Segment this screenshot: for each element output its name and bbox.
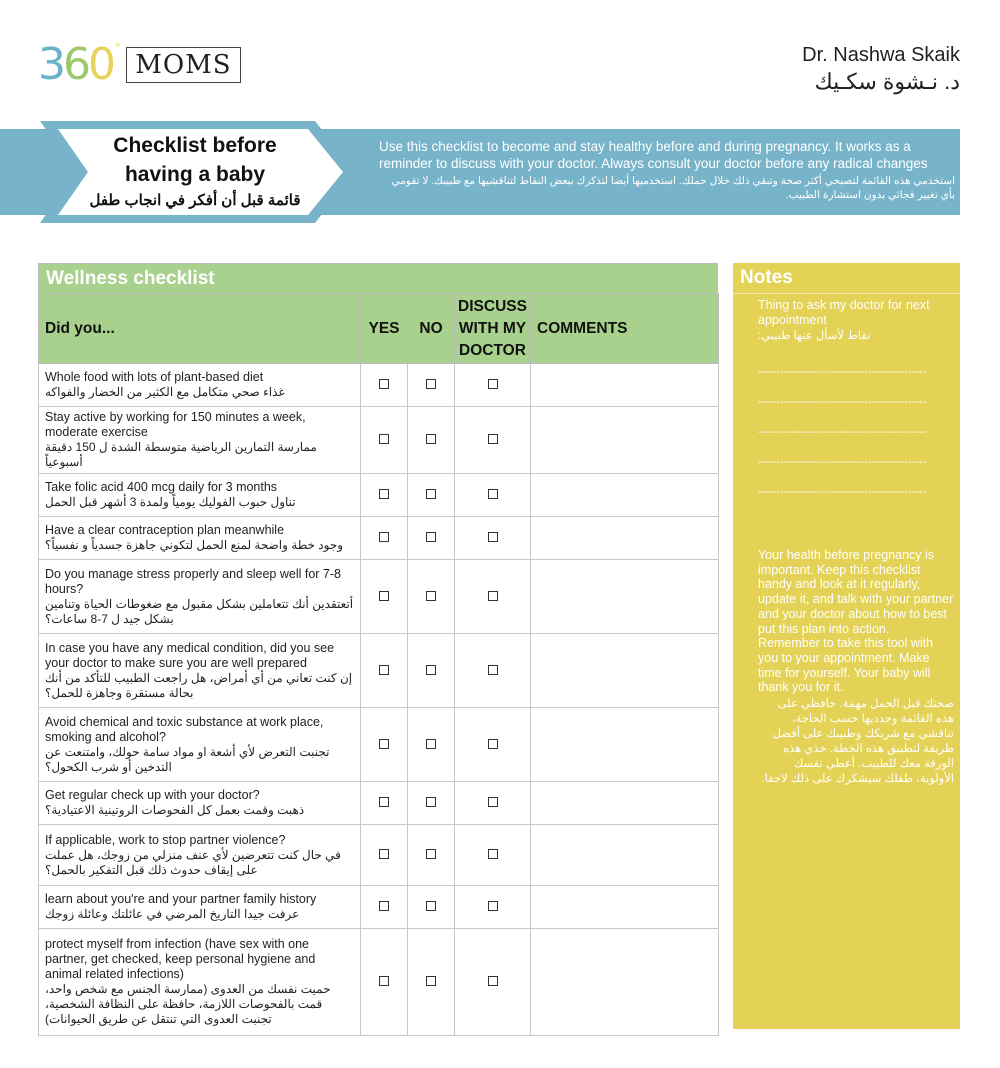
checkbox-cell-no <box>408 825 455 886</box>
checklist-row <box>39 364 719 407</box>
question-text-ar: حميت نفسك من العدوى (ممارسة الجنس مع شخص واحد، قمت بالفحوصات اللازمة، حافظة على النظافة الشخصية، تجنبت العدوى التي تنتقل عن طريق الحيوانات) <box>45 982 331 1026</box>
notes-body-en: Your health before pregnancy is important. Keep this checklist handy and look at it regularly, update it, and talk with your partner and your doctor about how to best put this plan into action. Remember to take this tool with you to your appointment. Make time for yourself. Your baby will thank you for it. <box>758 548 954 695</box>
notes-body-ar: صحتك قبل الحمل مهمة. حافظي على هذه القائمة وجدديها حسب الحاجة، تناقشي مع شريكك وطبيبك على أفضل طريقة لتطبيق هذه الخطة. خذي هذه الورقة معك للطبيب. أعطي نفسك الأولوية، طفلك سيشكرك على ذلك لاحقا. <box>761 698 954 786</box>
checkbox-no-icon[interactable] <box>426 379 436 389</box>
notes-title: Notes <box>733 263 960 294</box>
banner-title <box>40 131 350 209</box>
question-text-en: In case you have any medical condition, did you see your doctor to make sure you are well prepared <box>45 640 335 670</box>
checklist-row <box>39 886 719 929</box>
notes-line[interactable]: ---------------------------------------------- <box>758 396 927 408</box>
checklist-row <box>39 474 719 517</box>
checkbox-cell-discuss <box>455 407 531 474</box>
checkbox-no-icon[interactable] <box>426 976 436 986</box>
checklist-question <box>39 634 361 708</box>
checkbox-cell-discuss <box>455 364 531 407</box>
checklist-row <box>39 782 719 825</box>
checklist-row <box>39 825 719 886</box>
comments-cell[interactable] <box>531 825 719 886</box>
comments-cell[interactable] <box>531 782 719 825</box>
checkbox-no-icon[interactable] <box>426 532 436 542</box>
question-text-en: protect myself from infection (have sex with one partner, get checked, keep personal hygiene and animal related infections) <box>45 937 316 981</box>
checkbox-cell-yes <box>361 634 408 708</box>
checkbox-cell-yes <box>361 364 408 407</box>
question-text-en: Avoid chemical and toxic substance at work place, smoking and alcohol? <box>45 714 324 744</box>
checklist-question <box>39 407 361 474</box>
question-text-en: Have a clear contraception plan meanwhile <box>45 523 285 537</box>
checkbox-yes-icon[interactable] <box>379 739 389 749</box>
checkbox-cell-no <box>408 782 455 825</box>
question-text-ar: ذهبت وقمت بعمل كل الفحوصات الروتينية الاعتيادية؟ <box>45 803 305 817</box>
checklist-row <box>39 517 719 560</box>
logo-degree: ° <box>115 39 121 55</box>
checkbox-discuss-icon[interactable] <box>488 797 498 807</box>
checkbox-cell-no <box>408 886 455 929</box>
checkbox-yes-icon[interactable] <box>379 591 389 601</box>
logo-digit: 3 <box>38 39 63 90</box>
notes-line[interactable]: ---------------------------------------------- <box>758 456 927 468</box>
checkbox-cell-discuss <box>455 929 531 1036</box>
doctor-name-ar: د. نـشوة سكـيك <box>814 69 960 94</box>
checkbox-cell-no <box>408 708 455 782</box>
checklist-question <box>39 474 361 517</box>
checkbox-yes-icon[interactable] <box>379 489 389 499</box>
checkbox-cell-yes <box>361 708 408 782</box>
checklist-body <box>39 364 719 1036</box>
checkbox-cell-discuss <box>455 560 531 634</box>
checkbox-cell-yes <box>361 782 408 825</box>
checklist-row <box>39 560 719 634</box>
checkbox-yes-icon[interactable] <box>379 532 389 542</box>
checklist-question <box>39 929 361 1036</box>
notes-prompt-ar: نقاط لأسأل عنها طبيبي: <box>758 330 871 342</box>
checkbox-no-icon[interactable] <box>426 901 436 911</box>
checkbox-cell-no <box>408 929 455 1036</box>
checklist-question <box>39 560 361 634</box>
column-comments: COMMENTS <box>531 294 719 364</box>
checkbox-discuss-icon[interactable] <box>488 901 498 911</box>
checkbox-discuss-icon[interactable] <box>488 591 498 601</box>
checkbox-cell-discuss <box>455 634 531 708</box>
question-text-en: learn about you're and your partner family history <box>45 892 317 906</box>
logo-digit: 0 <box>88 39 113 90</box>
doctor-name-en: Dr. Nashwa Skaik <box>802 44 960 66</box>
column-discuss <box>455 294 531 364</box>
checklist-table <box>38 293 719 1036</box>
title-arabic: قائمة قبل أن أفكر في انجاب طفل <box>89 192 301 209</box>
checkbox-cell-discuss <box>455 474 531 517</box>
checkbox-cell-no <box>408 407 455 474</box>
banner-text-ar: استخدمي هذه القائمة لتصبحي أكثر صحة وتبقي ذلك خلال حملك. استخدميها أيضا لتذكرك ببعض النقاط لتناقشيها مع طبيبك. لا تقومي بأي تغيير فجائي بدون استشارة الطبيب. <box>391 175 955 201</box>
checklist-question <box>39 825 361 886</box>
checklist-row <box>39 708 719 782</box>
question-text-ar: إن كنت تعاني من أي أمراض، هل راجعت الطبيب للتأكد من أنك بحالة مستقرة وجاهزة للحمل؟ <box>45 670 353 700</box>
checkbox-yes-icon[interactable] <box>379 849 389 859</box>
checklist-question <box>39 886 361 929</box>
column-discuss-line: DOCTOR <box>459 341 526 359</box>
question-text-ar: تناول حبوب الفوليك يومياً ولمدة 3 أشهر قبل الحمل <box>45 495 296 509</box>
comments-cell[interactable] <box>531 364 719 407</box>
comments-cell[interactable] <box>531 560 719 634</box>
checkbox-cell-discuss <box>455 825 531 886</box>
checkbox-no-icon[interactable] <box>426 591 436 601</box>
column-discuss-line: WITH MY <box>458 319 527 337</box>
question-text-ar: ممارسة التمارين الرياضية متوسطة الشدة ل 150 دقيقة أسبوعياً <box>45 440 317 469</box>
notes-line[interactable]: ---------------------------------------------- <box>758 426 927 438</box>
checklist-title: Wellness checklist <box>38 263 718 293</box>
checklist-question <box>39 517 361 560</box>
checkbox-cell-yes <box>361 560 408 634</box>
checkbox-no-icon[interactable] <box>426 797 436 807</box>
checkbox-cell-yes <box>361 517 408 560</box>
checkbox-no-icon[interactable] <box>426 489 436 499</box>
doctor-name <box>802 44 960 95</box>
banner-text-en: Use this checklist to become and stay healthy before and during pregnancy. It works as a reminder to discuss with your doctor. Always consult your doctor before any radical changes <box>379 139 928 171</box>
comments-cell[interactable] <box>531 886 719 929</box>
checkbox-discuss-icon[interactable] <box>488 976 498 986</box>
title-line-1: Checklist before <box>113 134 277 157</box>
notes-line[interactable]: ---------------------------------------------- <box>758 486 927 498</box>
column-yes: YES <box>361 294 408 364</box>
column-discuss-line: DISCUSS <box>458 297 527 315</box>
checklist-row <box>39 407 719 474</box>
banner-title-chevron <box>40 121 360 223</box>
checkbox-no-icon[interactable] <box>426 849 436 859</box>
question-text-ar: غذاء صحي متكامل مع الكثير من الخضار والفواكه <box>45 385 285 399</box>
checkbox-no-icon[interactable] <box>426 434 436 444</box>
checkbox-cell-no <box>408 517 455 560</box>
wellness-checklist <box>38 263 718 1036</box>
checklist-question <box>39 782 361 825</box>
question-text-ar: عرفت جيدا التاريخ المرضي في عائلتك وعائلة زوجك <box>45 907 300 921</box>
checkbox-discuss-icon[interactable] <box>488 489 498 499</box>
question-text-en: Get regular check up with your doctor? <box>45 788 260 802</box>
checkbox-yes-icon[interactable] <box>379 379 389 389</box>
logo-number <box>38 39 113 90</box>
column-no: NO <box>408 294 455 364</box>
checkbox-yes-icon[interactable] <box>379 901 389 911</box>
comments-cell[interactable] <box>531 929 719 1036</box>
question-text-en: Whole food with lots of plant-based diet <box>45 370 264 384</box>
notes-panel <box>733 263 960 1029</box>
checkbox-discuss-icon[interactable] <box>488 739 498 749</box>
question-text-ar: تجنبت التعرض لأي أشعة او مواد سامة حولك، وامتنعت عن التدخين أو شرب الكحول؟ <box>45 744 330 774</box>
checkbox-discuss-icon[interactable] <box>488 849 498 859</box>
checkbox-cell-discuss <box>455 886 531 929</box>
checkbox-cell-yes <box>361 886 408 929</box>
checkbox-yes-icon[interactable] <box>379 797 389 807</box>
checkbox-cell-discuss <box>455 708 531 782</box>
banner-description <box>375 138 955 202</box>
checkbox-cell-yes <box>361 474 408 517</box>
question-text-en: Stay active by working for 150 minutes a week, moderate exercise <box>45 410 306 439</box>
question-text-en: Do you manage stress properly and sleep well for 7-8 hours? <box>45 566 341 596</box>
checkbox-cell-no <box>408 560 455 634</box>
checkbox-discuss-icon[interactable] <box>488 434 498 444</box>
comments-cell[interactable] <box>531 517 719 560</box>
checkbox-no-icon[interactable] <box>426 665 436 675</box>
checkbox-discuss-icon[interactable] <box>488 532 498 542</box>
checklist-row <box>39 929 719 1036</box>
question-text-en: If applicable, work to stop partner violence? <box>45 832 286 847</box>
checklist-question <box>39 708 361 782</box>
checklist-row <box>39 634 719 708</box>
question-text-ar: أتعتقدين أنك تتعاملين بشكل مقبول مع ضغوطات الحياة وتنامين بشكل جيد ل 7-8 ساعات؟ <box>45 596 354 626</box>
checkbox-cell-no <box>408 364 455 407</box>
title-line-2: having a baby <box>124 163 266 186</box>
question-text-ar: في حال كنت تتعرضين لأي عنف منزلي من زوجك، هل عملت على إيقاف حدوث ذلك قبل التفكير بالحمل؟ <box>45 847 341 877</box>
notes-prompt-en: Thing to ask my doctor for next appointment <box>758 298 930 327</box>
brand-logo <box>38 40 241 90</box>
checkbox-discuss-icon[interactable] <box>488 665 498 675</box>
checkbox-cell-no <box>408 634 455 708</box>
checkbox-yes-icon[interactable] <box>379 434 389 444</box>
logo-word: MOMS <box>126 47 240 84</box>
notes-writing-lines <box>733 357 960 507</box>
checkbox-cell-discuss <box>455 517 531 560</box>
checkbox-yes-icon[interactable] <box>379 976 389 986</box>
comments-cell[interactable] <box>531 474 719 517</box>
comments-cell[interactable] <box>531 407 719 474</box>
checkbox-no-icon[interactable] <box>426 739 436 749</box>
column-question: Did you... <box>39 294 361 364</box>
checklist-question <box>39 364 361 407</box>
checkbox-yes-icon[interactable] <box>379 665 389 675</box>
checkbox-cell-yes <box>361 929 408 1036</box>
comments-cell[interactable] <box>531 634 719 708</box>
checkbox-cell-yes <box>361 825 408 886</box>
comments-cell[interactable] <box>531 708 719 782</box>
logo-digit: 6 <box>63 39 88 90</box>
checkbox-cell-yes <box>361 407 408 474</box>
question-text-ar: وجود خطة واضحة لمنع الحمل لتكوني جاهزة جسدياً و نفسياً؟ <box>45 538 344 552</box>
checklist-header-row <box>39 294 719 364</box>
checkbox-discuss-icon[interactable] <box>488 379 498 389</box>
notes-line[interactable]: ---------------------------------------------- <box>758 366 927 378</box>
checkbox-cell-discuss <box>455 782 531 825</box>
question-text-en: Take folic acid 400 mcg daily for 3 months <box>45 480 278 494</box>
checkbox-cell-no <box>408 474 455 517</box>
